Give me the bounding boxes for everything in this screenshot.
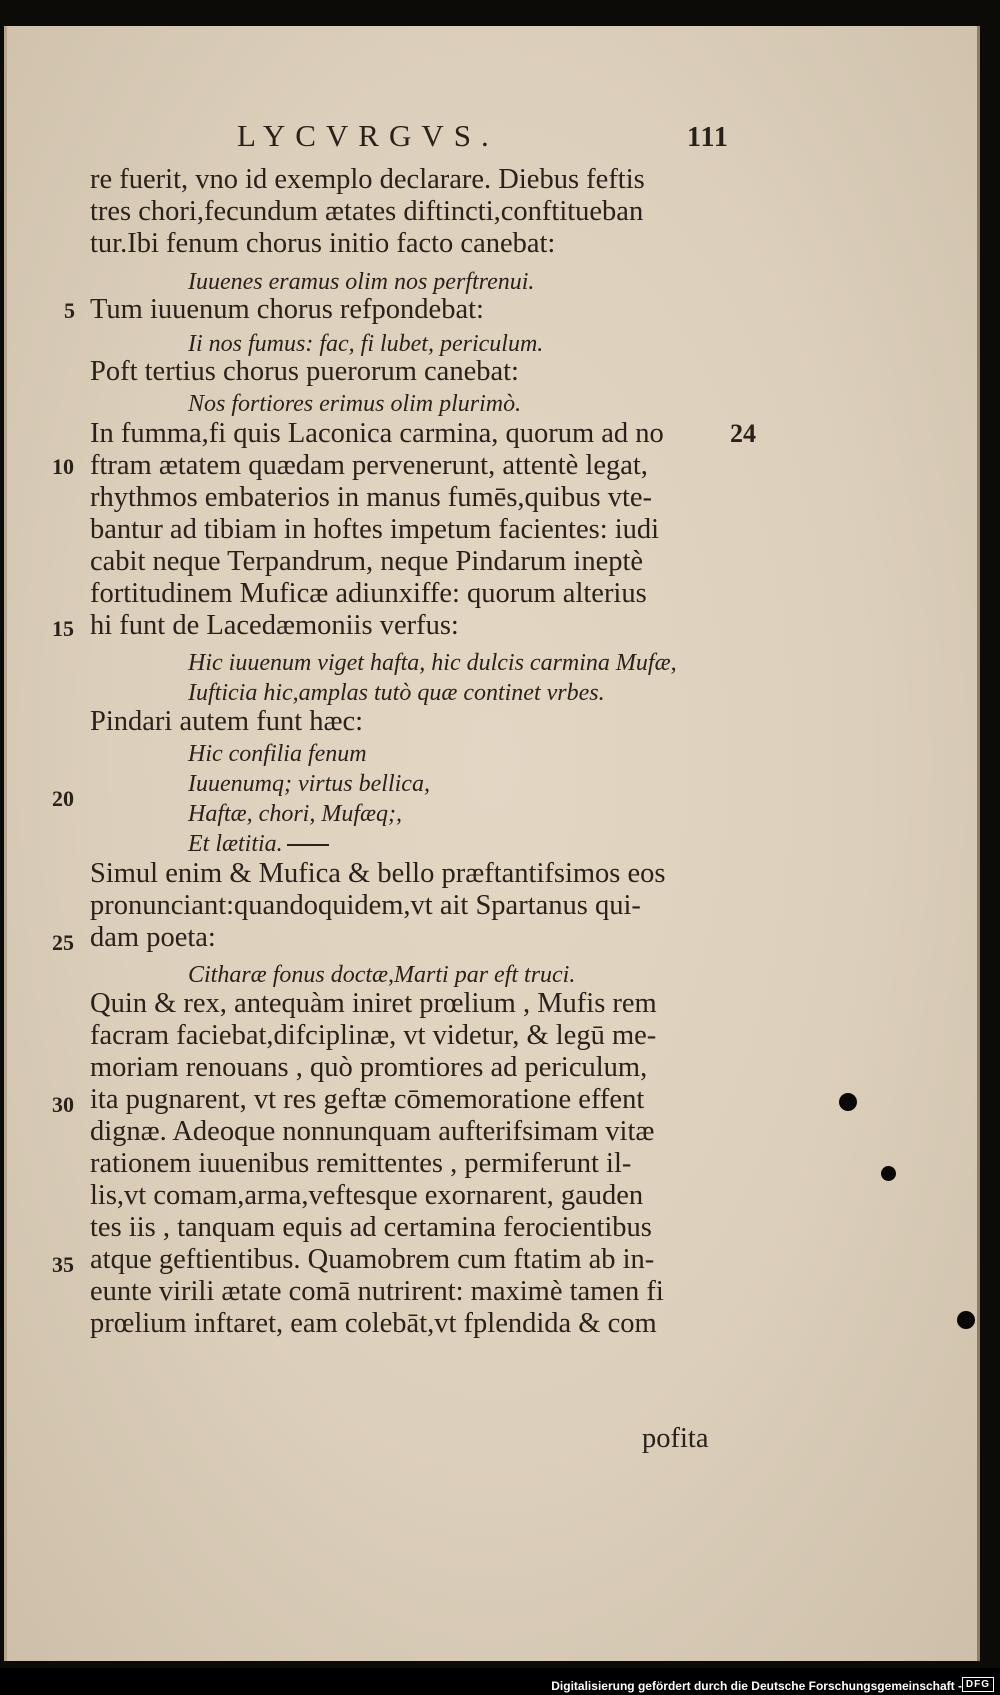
ink-spot bbox=[957, 1311, 975, 1329]
text-line: tur.Ibi fenum chorus initio facto canebat: bbox=[90, 228, 556, 259]
text-line: pronunciant:quandoquidem,vt ait Spartanus qui- bbox=[90, 890, 641, 921]
text-line: re fuerit, vno id exemplo declarare. Diebus feftis bbox=[90, 164, 645, 195]
text-line: facram faciebat,difciplinæ, vt videtur, & legū me- bbox=[90, 1020, 657, 1051]
text-line: hi funt de Lacedæmoniis verfus: bbox=[90, 610, 459, 641]
text-line: rhythmos embaterios in manus fumēs,quibus vte- bbox=[90, 482, 652, 513]
text-line: eunte virili ætate comā nutrirent: maximè tamen fi bbox=[90, 1276, 664, 1307]
text-line: Quin & rex, antequàm iniret prœlium , Mufis rem bbox=[90, 988, 657, 1019]
margin-note: 24 bbox=[730, 419, 756, 448]
text-line: lis,vt comam,arma,veftesque exornarent, gauden bbox=[90, 1180, 644, 1211]
ink-spot bbox=[839, 1093, 857, 1111]
line-number: 20 bbox=[52, 786, 74, 811]
text-line: prœlium inftaret, eam colebāt,vt fplendida & com bbox=[90, 1308, 657, 1339]
dfg-logo: DFG bbox=[962, 1677, 994, 1692]
running-head: LYCVRGVS. bbox=[237, 118, 499, 153]
book-page bbox=[4, 26, 980, 1661]
line-number: 25 bbox=[52, 930, 74, 955]
line-number: 35 bbox=[52, 1252, 74, 1277]
text-line: fortitudinem Muficæ adiunxiffe: quorum alterius bbox=[90, 578, 647, 609]
folio-number: 111 bbox=[687, 122, 729, 153]
text-line: tres chori,fecundum ætates diftincti,conftitueban bbox=[90, 196, 644, 227]
verse-line: Citharæ fonus doctæ,Marti par eft truci. bbox=[188, 962, 576, 988]
text-line: Simul enim & Mufica & bello præftantifsimos eos bbox=[90, 858, 666, 889]
verse-text: Et lætitia. bbox=[188, 831, 283, 857]
text-line: Poft tertius chorus puerorum canebat: bbox=[90, 356, 519, 387]
line-number: 30 bbox=[52, 1092, 74, 1117]
text-line: atque geftientibus. Quamobrem cum ftatim ab in- bbox=[90, 1244, 655, 1275]
footer-credit: Digitalisierung gefördert durch die Deutsche Forschungsgemeinschaft - bbox=[551, 1679, 962, 1693]
verse-line: Iuuenes eramus olim nos perftrenui. bbox=[188, 269, 535, 295]
ink-spot bbox=[881, 1166, 896, 1181]
text-line: moriam renouans , quò promtiores ad periculum, bbox=[90, 1052, 648, 1083]
line-number: 15 bbox=[52, 616, 74, 641]
verse-line: Nos fortiores erimus olim plurimò. bbox=[188, 391, 522, 417]
verse-line: Ii nos fumus: fac, fi lubet, periculum. bbox=[188, 331, 544, 357]
line-number: 5 bbox=[64, 298, 75, 323]
text-line: Tum iuuenum chorus refpondebat: bbox=[90, 294, 484, 325]
verse-line: Hic iuuenum viget hafta, hic dulcis carmina Mufæ, bbox=[188, 650, 677, 676]
line-number: 10 bbox=[52, 454, 74, 479]
end-rule bbox=[287, 844, 329, 846]
text-line: ftram ætatem quædam pervenerunt, attentè legat, bbox=[90, 450, 648, 481]
text-line: Pindari autem funt hæc: bbox=[90, 706, 364, 737]
verse-line: Iufticia hic,amplas tutò quæ continet vrbes. bbox=[188, 680, 605, 706]
text-line: rationem iuuenibus remittentes , permiferunt il- bbox=[90, 1148, 632, 1179]
verse-line bbox=[188, 829, 329, 859]
catchword: pofita bbox=[642, 1423, 709, 1454]
text-line: dignæ. Adeoque nonnunquam aufterifsimam vitæ bbox=[90, 1116, 655, 1147]
text-line: bantur ad tibiam in hoftes impetum facientes: iudi bbox=[90, 514, 660, 545]
text-line: cabit neque Terpandrum, neque Pindarum ineptè bbox=[90, 546, 644, 577]
verse-line: Haftæ, chori, Mufæq;, bbox=[188, 801, 402, 827]
verse-line: Iuuenumq; virtus bellica, bbox=[188, 771, 430, 797]
text-line: tes iis , tanquam equis ad certamina ferocientibus bbox=[90, 1212, 652, 1243]
text-line: In fumma,fi quis Laconica carmina, quorum ad no bbox=[90, 418, 664, 449]
text-line: ita pugnarent, vt res geftæ cōmemoratione effent bbox=[90, 1084, 645, 1115]
verse-line: Hic confilia fenum bbox=[188, 741, 367, 767]
text-line: dam poeta: bbox=[90, 922, 216, 953]
